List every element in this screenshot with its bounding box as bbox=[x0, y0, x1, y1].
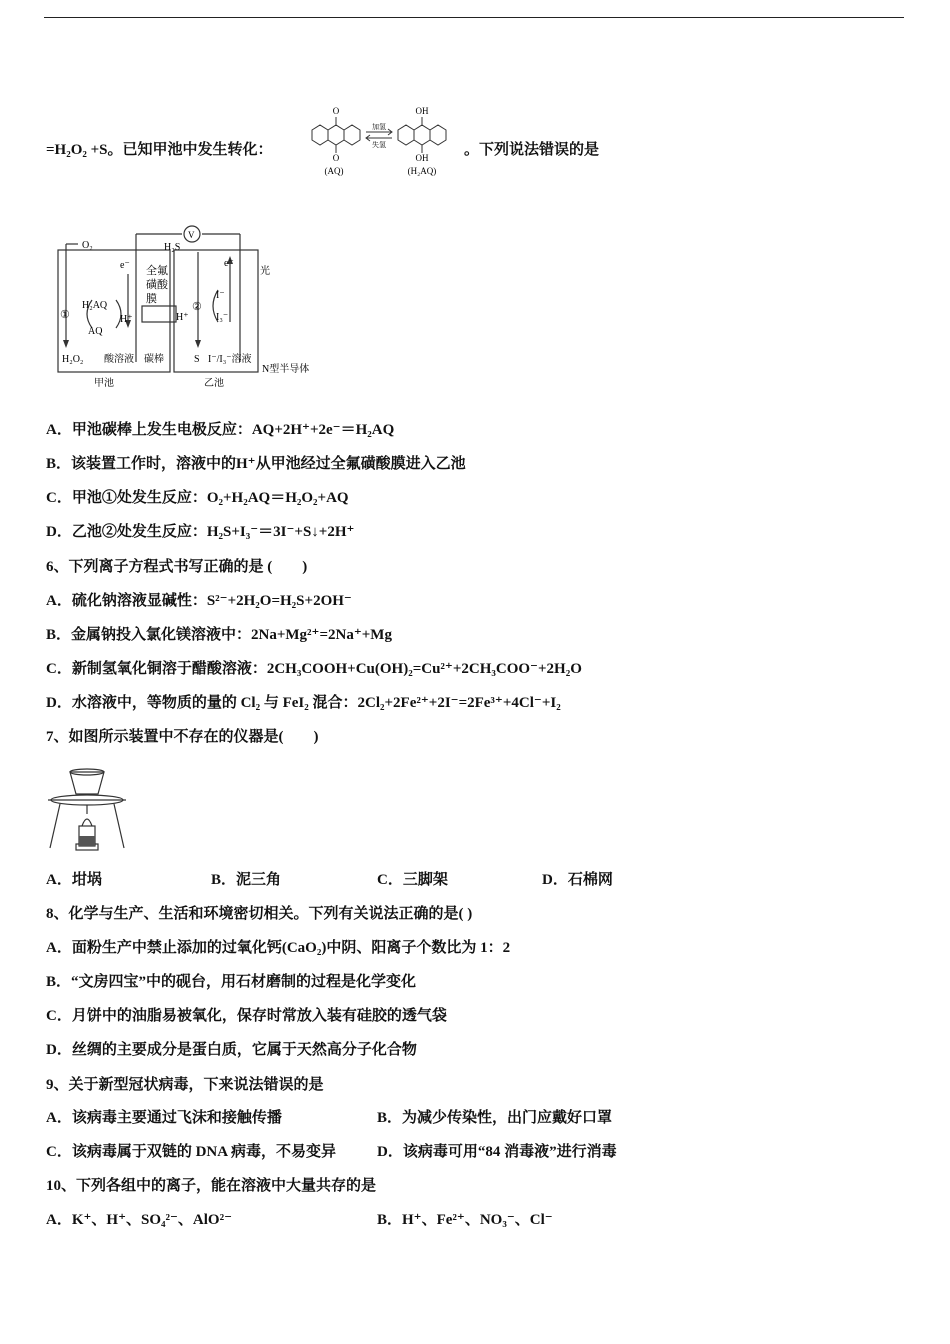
q10-option-b: B．H⁺、Fe²⁺、NO₃⁻、Cl⁻ bbox=[377, 1212, 553, 1228]
carbon-rod-label: 碳棒 bbox=[144, 354, 164, 365]
q5-option-b: B．该装置工作时，溶液中的H⁺从甲池经过全氟磺酸膜进入乙池 bbox=[46, 456, 466, 472]
aq-conversion-figure bbox=[300, 100, 462, 180]
aq-label: (AQ) bbox=[324, 166, 344, 176]
q7-stem: 7、如图所示装置中不存在的仪器是( ) bbox=[46, 729, 319, 745]
i3-minus-label: I₃⁻ bbox=[216, 312, 229, 323]
intro-prefix: =H₂O₂ +S。已知甲池中发生转化： bbox=[46, 142, 273, 158]
i-solution-label: I⁻/I₃⁻溶液 bbox=[208, 354, 252, 365]
q5-option-d: D．乙池②处发生反应：H₂S+I₃⁻＝3I⁻+S↓+2H⁺ bbox=[46, 524, 355, 540]
header-rule bbox=[44, 17, 904, 18]
membrane-label-2: 磺酸 bbox=[146, 279, 168, 291]
q9-option-a: A．该病毒主要通过飞沫和接触传播 bbox=[46, 1110, 282, 1126]
circle-2: ② bbox=[192, 301, 202, 313]
membrane-label-1: 全氟 bbox=[146, 265, 168, 277]
q8-option-b: B．“文房四宝”中的砚台，用石材磨制的过程是化学变化 bbox=[46, 974, 417, 990]
apparatus-figure bbox=[46, 764, 126, 854]
e-right-label: e⁻ bbox=[224, 258, 234, 269]
q6-option-a: A．硫化钠溶液显碱性：S²⁻+2H₂O=H₂S+2OH⁻ bbox=[46, 593, 352, 609]
jia-label: 甲池 bbox=[94, 378, 114, 389]
s-label: S bbox=[194, 354, 200, 365]
semiconductor-label: N型半导体 bbox=[262, 364, 310, 375]
h2o2-label: H₂O₂ bbox=[62, 354, 84, 365]
h-plus-left: H⁺ bbox=[120, 314, 133, 325]
h-plus-right: H⁺ bbox=[176, 312, 189, 323]
q8-option-a: A．面粉生产中禁止添加的过氧化钙(CaO₂)中阴、阳离子个数比为 1：2 bbox=[46, 940, 511, 956]
light-label: 光 bbox=[260, 266, 270, 277]
q8-option-c: C．月饼中的油脂易被氧化，保存时常放入装有硅胶的透气袋 bbox=[46, 1008, 447, 1024]
o2-label: O₂ bbox=[82, 240, 93, 251]
q9-option-c: C．该病毒属于双链的 DNA 病毒，不易变异 bbox=[46, 1144, 337, 1160]
i-minus-label: I⁻ bbox=[216, 290, 225, 301]
q6-option-b: B．金属钠投入氯化镁溶液中：2Na+Mg²⁺=2Na⁺+Mg bbox=[46, 627, 392, 643]
arrow-top-label: 加氢 bbox=[372, 123, 386, 131]
intro-suffix: 。下列说法错误的是 bbox=[464, 142, 600, 158]
h2aq-top-oh: OH bbox=[415, 106, 429, 116]
q5-option-c: C．甲池①处发生反应：O₂+H₂AQ＝H₂O₂+AQ bbox=[46, 490, 349, 506]
h2aq-label: H₂AQ bbox=[82, 300, 108, 311]
q10-stem: 10、下列各组中的离子，能在溶液中大量共存的是 bbox=[46, 1178, 377, 1194]
cell-figure bbox=[52, 222, 332, 392]
q6-option-c: C．新制氢氧化铜溶于醋酸溶液：2CH₃COOH+Cu(OH)₂=Cu²⁺+2CH₃COO⁻+2H₂O bbox=[46, 661, 582, 677]
aq-label: AQ bbox=[88, 326, 103, 337]
acid-solution-label: 酸溶液 bbox=[104, 354, 134, 365]
q6-option-d: D．水溶液中，等物质的量的 Cl₂ 与 FeI₂ 混合：2Cl₂+2Fe²⁺+2I⁻=2Fe³⁺+4Cl⁻+I₂ bbox=[46, 695, 561, 711]
q9-option-d: D．该病毒可用“84 消毒液”进行消毒 bbox=[377, 1144, 617, 1160]
q10-option-a: A．K⁺、H⁺、SO₄²⁻、AlO²⁻ bbox=[46, 1212, 233, 1228]
aq-top-o: O bbox=[332, 106, 340, 116]
arrow-bottom-label: 失氢 bbox=[372, 141, 386, 149]
q9-option-b: B．为减少传染性，出门应戴好口罩 bbox=[377, 1110, 613, 1126]
q5-option-a: A．甲池碳棒上发生电极反应：AQ+2H⁺+2e⁻＝H₂AQ bbox=[46, 422, 395, 438]
aq-bottom-o: O bbox=[332, 153, 340, 163]
q7-option-d: D．石棉网 bbox=[542, 872, 613, 888]
q7-option-b: B．泥三角 bbox=[211, 872, 282, 888]
circle-1: ① bbox=[60, 309, 70, 321]
membrane-label-3: 膜 bbox=[146, 293, 157, 305]
h2aq-bottom-oh: OH bbox=[415, 153, 429, 163]
q9-stem: 9、关于新型冠状病毒，下来说法错误的是 bbox=[46, 1077, 324, 1093]
e-left-label: e⁻ bbox=[120, 260, 130, 271]
q7-option-a: A．坩埚 bbox=[46, 872, 102, 888]
voltmeter-label: V bbox=[188, 230, 195, 240]
yi-label: 乙池 bbox=[204, 378, 224, 389]
q8-stem: 8、化学与生产、生活和环境密切相关。下列有关说法正确的是( ) bbox=[46, 906, 473, 922]
q8-option-d: D．丝绸的主要成分是蛋白质，它属于天然高分子化合物 bbox=[46, 1042, 417, 1058]
h2aq-label: (H₂AQ) bbox=[407, 166, 437, 176]
q7-option-c: C．三脚架 bbox=[377, 872, 448, 888]
h2s-label: H₂S bbox=[164, 242, 181, 253]
q6-stem: 6、下列离子方程式书写正确的是 ( ) bbox=[46, 559, 308, 575]
